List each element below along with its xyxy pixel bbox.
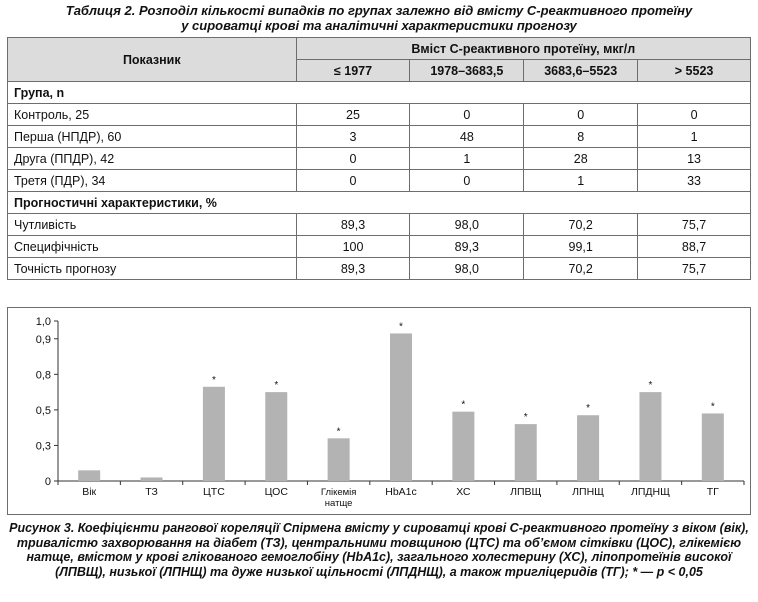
section-characteristics: Прогностичні характеристики, % [8,192,751,214]
header-col-3: 3683,6–5523 [524,60,638,82]
x-tick-label: Вік [82,486,97,498]
cell: 0 [410,170,524,192]
cell: 8 [524,126,638,148]
y-tick-label: 0,5 [35,404,51,417]
cell: 28 [524,148,638,170]
row-label: Точність прогнозу [8,258,297,280]
significance-mark: * [648,380,653,392]
table-title-line-1: Таблиця 2. Розподіл кількості випадків по групах залежно від вмісту С-реактивного протеїну [65,3,693,18]
row-label: Контроль, 25 [8,104,297,126]
x-tick-label: ХС [456,486,471,498]
table-title-line-2: у сироватці крові та аналітичні характеристики прогнозу [181,18,577,33]
cell: 1 [638,126,751,148]
cell: 98,0 [410,214,524,236]
significance-mark: * [399,321,403,333]
x-tick-label: ЦОС [264,486,288,498]
table-row [8,148,751,170]
table-row [8,214,751,236]
row-label: Третя (ПДР), 34 [8,170,297,192]
x-tick-label: ТГ [706,486,719,498]
cell: 89,3 [410,236,524,258]
bar [328,438,350,481]
y-tick-label: 0,9 [35,333,51,346]
table-row [8,258,751,280]
bar [515,424,537,481]
x-tick-label: Глікемія [320,487,357,498]
cell: 0 [524,104,638,126]
chart-frame [7,307,751,515]
x-tick-label: HbA1c [385,486,417,498]
header-indicator: Показник [8,38,297,82]
cell: 13 [638,148,751,170]
section-groups: Група, n [8,82,751,104]
cell: 99,1 [524,236,638,258]
cell: 0 [410,104,524,126]
table-row [8,126,751,148]
bar [452,412,474,481]
x-tick-label: ЛПДНЩ [630,486,670,498]
cell: 0 [296,170,410,192]
cell: 25 [296,104,410,126]
cell: 70,2 [524,214,638,236]
cell: 100 [296,236,410,258]
correlation-bar-chart [8,308,750,514]
significance-mark: * [586,403,591,415]
y-tick-label: 0 [44,476,51,488]
significance-mark: * [274,380,279,392]
row-label: Друга (ППДР), 42 [8,148,297,170]
bar [78,470,100,481]
cell: 1 [524,170,638,192]
header-col-4: > 5523 [638,60,751,82]
y-tick-label: 0,8 [35,369,51,382]
bar [390,333,412,481]
cell: 33 [638,170,751,192]
x-tick-label: ТЗ [145,486,158,498]
cell: 70,2 [524,258,638,280]
bar [639,392,661,481]
cell: 48 [410,126,524,148]
header-col-2: 1978–3683,5 [410,60,524,82]
cell: 89,3 [296,258,410,280]
table-row [8,104,751,126]
cell: 3 [296,126,410,148]
x-tick-label: натще [324,498,353,509]
cell: 88,7 [638,236,751,258]
bar [702,413,724,481]
x-tick-label: ЛПНЩ [572,486,605,498]
significance-mark: * [523,412,528,424]
header-crp-content: Вміст С-реактивного протеїну, мкг/л [296,38,750,60]
row-label: Чутливість [8,214,297,236]
y-tick-label: 0,3 [35,440,51,453]
data-table [7,37,751,280]
x-tick-label: ЛПВЩ [510,486,542,498]
cell: 0 [296,148,410,170]
row-label: Специфічність [8,236,297,258]
header-col-1: ≤ 1977 [296,60,410,82]
cell: 98,0 [410,258,524,280]
significance-mark: * [710,401,715,413]
y-tick-label: 1,0 [35,316,51,328]
table-title [0,3,758,33]
significance-mark: * [336,426,341,438]
row-label: Перша (НПДР), 60 [8,126,297,148]
significance-mark: * [461,399,466,411]
cell: 75,7 [638,258,751,280]
bar [141,477,163,481]
figure-caption: Рисунок 3. Коефіцієнти рангової кореляції Спірмена вмісту у сироватці крові С-реактивного протеїну з віком (вік), тривалістю захворювання на діабет (ТЗ), центральними товщиною (ЦТС) та об’ємом сітківки (ЦОС), глікемією натще, вмістом у крові глікованого гемоглобіну (HbA1c), загального холестерину (ХС), ліпопротеїнів високої (ЛПВЩ), низької (ЛПНЩ) та дуже низької щільності (ЛПДНЩ), а також тригліцеридів (ТГ); * — p < 0,05 [9,521,749,579]
x-tick-label: ЦТС [203,486,225,498]
significance-mark: * [211,374,216,386]
cell: 0 [638,104,751,126]
cell: 1 [410,148,524,170]
cell: 75,7 [638,214,751,236]
cell: 89,3 [296,214,410,236]
table-row [8,170,751,192]
table-row [8,236,751,258]
bar [203,387,225,481]
bar [577,415,599,481]
bar [265,392,287,481]
